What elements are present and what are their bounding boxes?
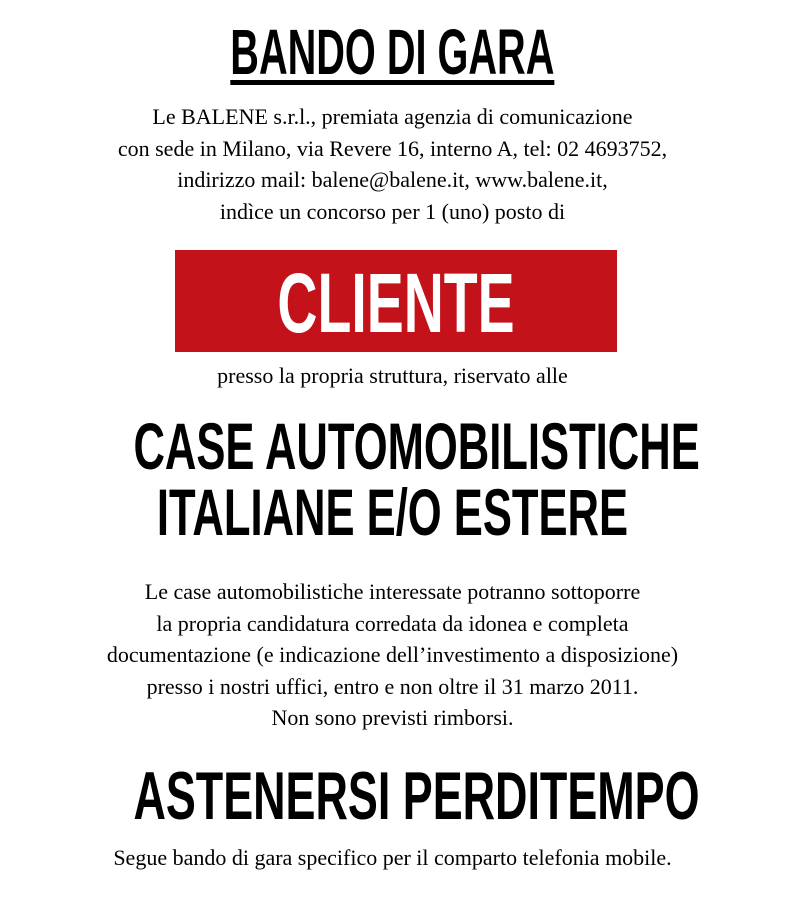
footer-note: Segue bando di gara specifico per il comparto telefonia mobile.	[113, 845, 672, 870]
intro-line: indirizzo mail: balene@balene.it, www.balene.it,	[177, 167, 608, 192]
body-line: Non sono previsti rimborsi.	[271, 705, 514, 730]
intro-line: Le BALENE s.r.l., premiata agenzia di comunicazione	[152, 104, 633, 129]
body-line: presso i nostri uffici, entro e non oltre il 31 marzo 2011.	[146, 673, 639, 699]
body-line: Le case automobilistiche interessate potranno sottoporre	[144, 579, 641, 604]
page-title: BANDO DI GARA	[230, 16, 555, 88]
presso-line: presso la propria struttura, riservato alle	[217, 363, 568, 388]
intro-paragraph	[0, 101, 785, 227]
highlight-box	[175, 250, 617, 352]
body-line: documentazione (e indicazione dell’investimento a disposizione)	[106, 642, 679, 667]
heading-line-1: CASE AUTOMOBILISTICHE	[133, 409, 700, 483]
body-paragraph	[0, 576, 785, 734]
intro-line: con sede in Milano, via Revere 16, interno A, tel: 02 4693752,	[117, 135, 668, 161]
title-container	[0, 16, 785, 88]
intro-line: indìce un concorso per 1 (uno) posto di	[219, 198, 566, 224]
body-line: la propria candidatura corredata da idonea e completa	[156, 610, 629, 636]
highlight-text: CLIENTE	[277, 256, 515, 350]
heading-line-2: ITALIANE E/O ESTERE	[156, 475, 629, 549]
warning-heading: ASTENERSI PERDITEMPO	[133, 758, 700, 834]
